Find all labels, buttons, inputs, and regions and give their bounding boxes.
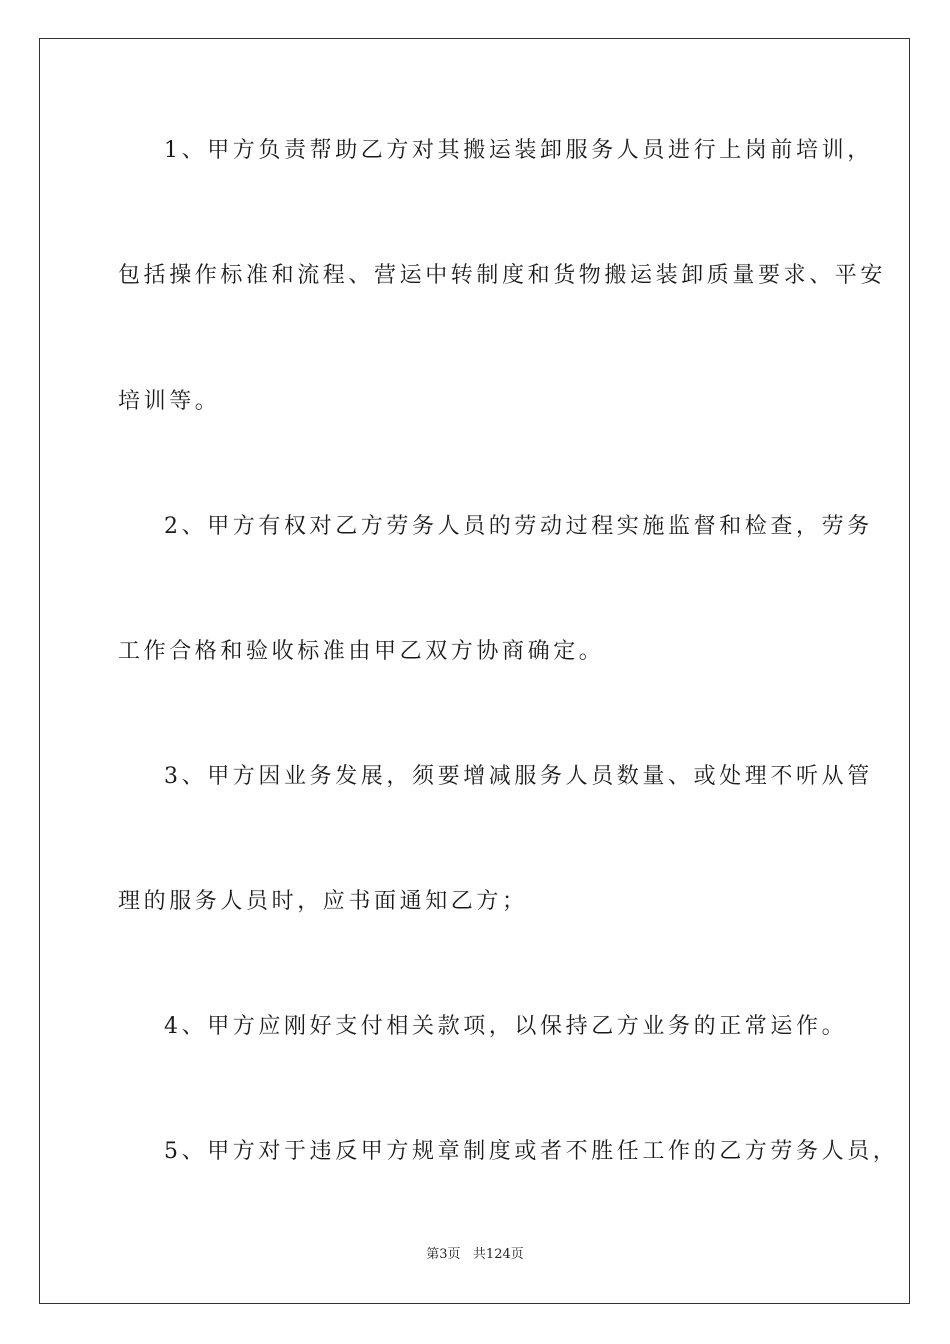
paragraph-1-line-1: 1、甲方负责帮助乙方对其搬运装卸服务人员进行上岗前培训， xyxy=(164,138,873,163)
page-total: 共124页 xyxy=(472,1247,524,1262)
paragraph-1-line-2: 包括操作标准和流程、营运中转制度和货物搬运装卸质量要求、平安 xyxy=(118,263,887,288)
page-number: 第3页 xyxy=(426,1247,461,1262)
paragraph-2-line-2: 工作合格和验收标准由甲乙双方协商确定。 xyxy=(118,639,605,664)
paragraph-5-line-1: 5、甲方对于违反甲方规章制度或者不胜任工作的乙方劳务人员， xyxy=(164,1139,899,1164)
paragraph-4-line-1: 4、甲方应刚好支付相关款项，以保持乙方业务的正常运作。 xyxy=(164,1014,848,1039)
paragraph-2-line-1: 2、甲方有权对乙方劳务人员的劳动过程实施监督和检查，劳务 xyxy=(164,514,873,539)
page-frame xyxy=(39,38,910,1304)
paragraph-1-line-3: 培训等。 xyxy=(118,389,221,414)
page-footer xyxy=(0,1246,950,1264)
paragraph-3-line-2: 理的服务人员时，应书面通知乙方； xyxy=(118,889,528,914)
paragraph-3-line-1: 3、甲方因业务发展，须要增减服务人员数量、或处理不听从管 xyxy=(164,764,873,789)
